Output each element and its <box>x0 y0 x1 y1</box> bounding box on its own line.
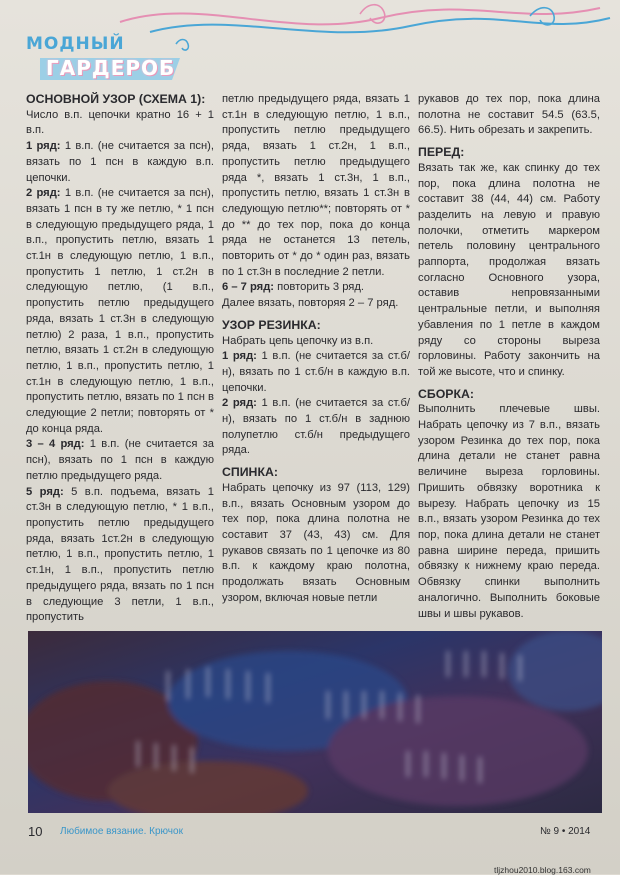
row-label: 2 ряд: <box>26 187 61 200</box>
assembly-text: Выполнить плечевые швы. Набрать цепочку из 7 в.п., вязать узором Резинка до тех пор, пока длина детали не станет равна величине выреза горловины. Пришить обвязку воротника к вырезу. Набрать цепочку из 15 в.п., вязать узором Резинка до тех пор, пока длина детали не станет равна ширине переда, пришить обвязку к нижнему краю переда. Обвязку спинки выполнить аналогично. Выполнить боковые швы и швы рукавов. <box>418 403 600 620</box>
row-text: 1 в.п. (не считается за псн), вязать по 1 псн в каждую петлю предыдущего ряда. <box>26 438 214 482</box>
row5-continuation: петлю предыдущего ряда, вязать 1 ст.1н в следующую петлю, 1 в.п., пропустить петлю предыдущего ряда, вязать 1 ст.2н, 1 в.п., пропустить петлю предыдущего ряда *, вязать 1 ст.3н, 1 в.п., пропустить петлю, вязать 1 ст.3н в следующую петлю**; повторять от * до ** до тех пор, пока до конца ряда не останется 13 петель, повторить от * до * один раз, вязать по 1 ст.3н в последние 2 петли. <box>222 93 410 278</box>
row-text: 1 в.п. (не считается за псн), вязать по 1 псн в каждую в.п. цепочки. <box>26 140 215 184</box>
text-column-3 <box>418 92 600 622</box>
issue-number: № 9 • 2014 <box>540 826 591 837</box>
section-title-back: СПИНКА: <box>222 465 278 480</box>
source-credit: tljzhou2010.blog.163.com <box>494 865 591 875</box>
row-label: 1 ряд: <box>222 350 257 363</box>
main-pattern-row1 <box>26 139 214 186</box>
main-pattern-row5 <box>26 485 214 626</box>
main-pattern-row3-4 <box>26 437 214 484</box>
rubric-title-line1: МОДНЫЙ <box>26 34 125 54</box>
back-text: Набрать цепочку из 97 (113, 129) в.п., вязать Основным узором до тех пор, пока длина полотна не составит 37 (43, 43) см. Для рукавов связать по 1 цепочке из 80 в.п. к каждому краю полотна, продолжать вязать Основным узором, включая новые петли <box>222 481 410 604</box>
section-title-assembly: СБОРКА: <box>418 386 474 401</box>
page-footer <box>0 818 620 874</box>
text-column-1 <box>26 92 214 626</box>
row-text: 1 в.п. (не считается за ст.б/н), вязать по 1 ст.б/н в заднюю полупетлю ст.б/н предыдущего ряда. <box>222 397 411 457</box>
main-pattern-repeat: Далее вязать, повторяя 2 – 7 ряд. <box>222 297 399 310</box>
row-text: 1 в.п. (не считается за псн), вязать 1 псн в ту же петлю, * 1 псн в следующую предыдущего ряда, 1 в.п., пропустить петлю, вязать 1 ст.1н в следующую петлю, 1 в.п., пропустить 1 петлю, 1 ст.2н в следующую петлю, (1 в.п., пропустить петлю предыдущего ряда, вязать 1 ст.3н в следующую петлю) 2 раза, 1 в.п., пропустить петлю, вязать 1 ст.2н в следующую петлю, 1 в.п., пропустить петлю, 1 ст.1н в следующую петлю, 1 в.п., пропустить петлю, вязать по 1 псн в следующие 2 петли; повторять от * до конца ряда. <box>26 187 215 435</box>
back-continuation: рукавов до тех пор, пока длина полотна не составит 54.5 (63.5, 66.5). Нить обрезать и закрепить. <box>418 93 600 137</box>
section-title-rib: УЗОР РЕЗИНКА: <box>222 317 321 332</box>
row-text: 1 в.п. (не считается за ст.б/н), вязать по 1 ст.б/н в каждую в.п. цепочки. <box>222 350 411 394</box>
row-text: повторить 3 ряд. <box>277 281 365 294</box>
page-number: 10 <box>28 824 43 839</box>
section-title-main-pattern: ОСНОВНОЙ УЗОР (СХЕМА 1): <box>26 92 206 106</box>
row-label: 1 ряд: <box>26 140 61 153</box>
row-label: 6 – 7 ряд: <box>222 281 275 294</box>
magazine-title: Любимое вязание. Крючок <box>60 826 183 837</box>
row-label: 3 – 4 ряд: <box>26 438 85 451</box>
row-text: 5 в.п. подъема, вязать 1 ст.3н в следующую петлю, * 1 в.п., пропустить петлю предыдущего ряда, вязать 1ст.2н в следующую петлю, 1 в.п., пропустить петлю, 1 ст.1н, 1 в.п., пропустить петлю предыдущего ряда, вязать по 1 псн в следующие 3 петли, 1 в.п., пропустить <box>26 485 215 624</box>
text-column-2 <box>222 92 410 607</box>
knit-fabric-photo <box>28 631 602 813</box>
rib-intro: Набрать цепь цепочку из в.п. <box>222 334 374 347</box>
front-text: Вязать так же, как спинку до тех пор, пока длина полотна не составит 38 (44, 44) см. Работу разделить на левую и правую полочки, отметить маркером петель половину центрального раппорта, продолжая вязать согласно Основного узора, оставив непровязанными центральные петли, и выполняя убавления по 1 петле в каждом ряду со стороны выреза горловины. Работу закончить на той же высоте, что и спинку. <box>418 161 600 378</box>
main-pattern-row6-7 <box>222 280 410 296</box>
section-title-front: ПЕРЕД: <box>418 145 465 160</box>
rubric-title-line2: ГАРДЕРОБ <box>46 56 176 80</box>
page-header <box>0 0 620 95</box>
rib-row2 <box>222 396 410 459</box>
rib-row1 <box>222 349 410 396</box>
row-label: 5 ряд: <box>26 485 64 498</box>
main-pattern-intro: Число в.п. цепочки кратно 16 + 1 в.п. <box>26 108 214 137</box>
main-pattern-row2 <box>26 186 214 437</box>
row-label: 2 ряд: <box>222 397 257 410</box>
